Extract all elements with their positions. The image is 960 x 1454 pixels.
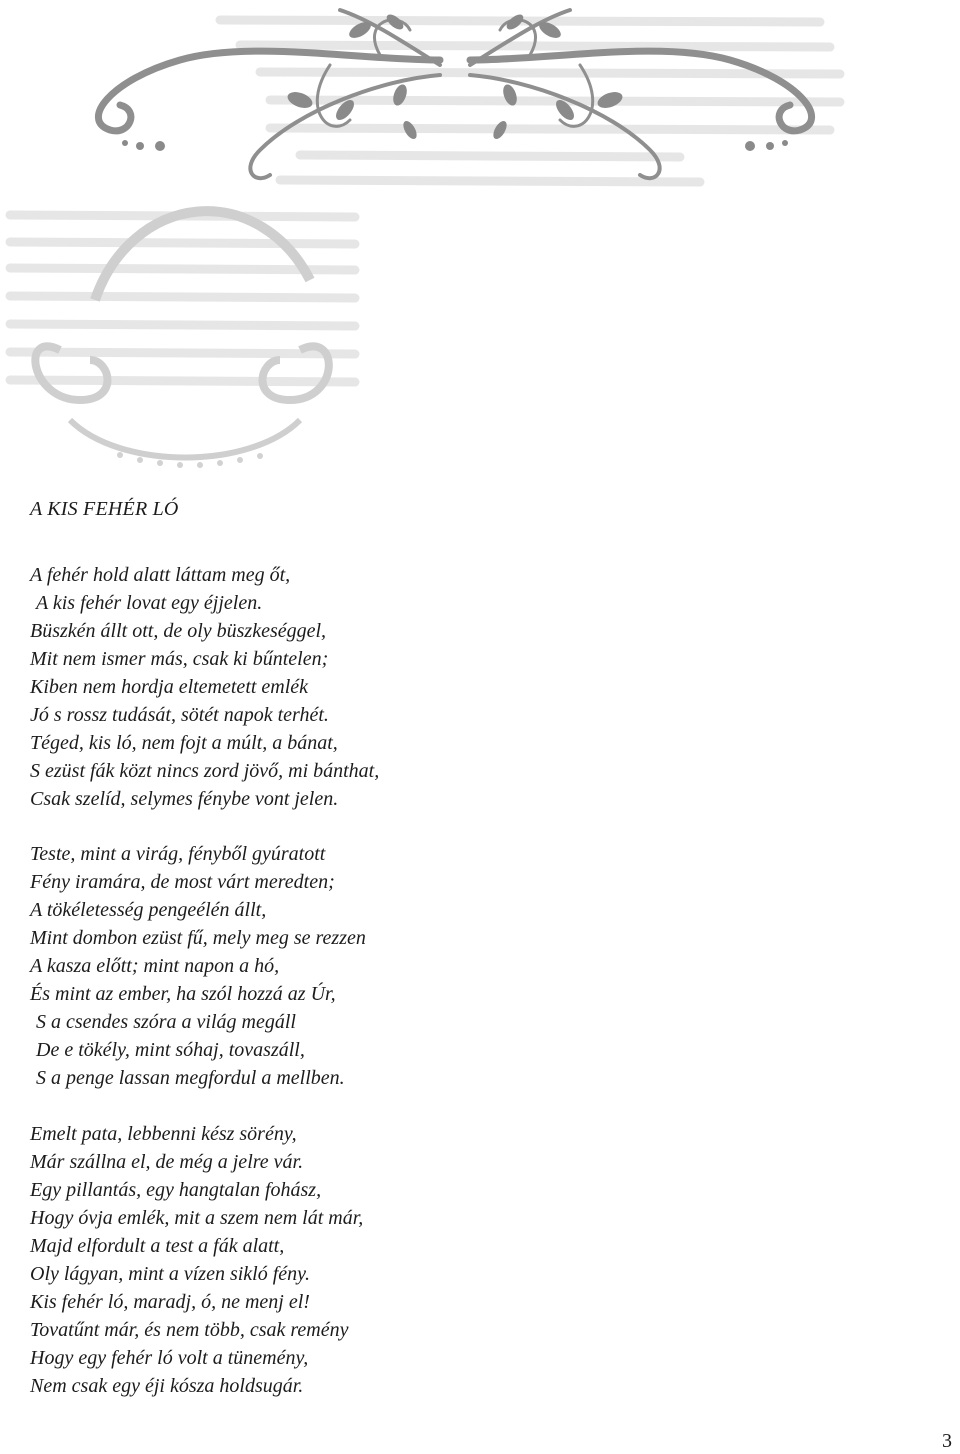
circle-frame-icon <box>35 211 329 457</box>
poem-line: Jó s rossz tudását, sötét napok terhét. <box>30 704 329 726</box>
poem-line: Teste, mint a virág, fényből gyúratott <box>30 843 326 865</box>
page-number: 3 <box>942 1430 952 1452</box>
poem-line: Már szállna el, de még a jelre vár. <box>30 1151 304 1173</box>
poem-line: És mint az ember, ha szól hozzá az Úr, <box>30 983 336 1005</box>
poem-title: A KIS FEHÉR LÓ <box>30 498 179 520</box>
poem-line: Mit nem ismer más, csak ki bűntelen; <box>30 648 329 670</box>
poem-line: Majd elfordult a test a fák alatt, <box>30 1235 285 1257</box>
poem-line: De e tökély, mint sóhaj, tovaszáll, <box>36 1039 305 1061</box>
poem-line: S a penge lassan megfordul a mellben. <box>36 1067 345 1089</box>
poem-line: Fény iramára, de most várt meredten; <box>30 871 335 893</box>
poem-line: Oly lágyan, mint a vízen sikló fény. <box>30 1263 310 1285</box>
poem-line: Mint dombon ezüst fű, mely meg se rezzen <box>30 927 366 949</box>
poem-line: A fehér hold alatt láttam meg őt, <box>30 564 291 586</box>
poem-line: Nem csak egy éji kósza holdsugár. <box>30 1375 304 1397</box>
floral-ornament-icon <box>0 0 960 480</box>
poem-line: S ezüst fák közt nincs zord jövő, mi bánthat, <box>30 760 380 782</box>
ghost-text-lines <box>10 20 840 382</box>
poem-line: Kis fehér ló, maradj, ó, ne menj el! <box>30 1291 310 1313</box>
poem-line: A tökéletesség pengeélén állt, <box>30 899 267 921</box>
poem-line: Egy pillantás, egy hangtalan fohász, <box>30 1179 322 1201</box>
stanza-1 <box>30 561 379 813</box>
stanza-2 <box>30 840 366 1092</box>
poem-line: Büszkén állt ott, de oly büszkeséggel, <box>30 620 327 642</box>
poem-line: Csak szelíd, selymes fénybe vont jelen. <box>30 788 339 810</box>
stanza-3 <box>30 1120 363 1400</box>
poem-line: Téged, kis ló, nem fojt a múlt, a bánat, <box>30 732 338 754</box>
poem-line: Tovatűnt már, és nem több, csak remény <box>30 1319 349 1341</box>
poem-line: S a csendes szóra a világ megáll <box>36 1011 296 1033</box>
poem-line: Kiben nem hordja eltemetett emlék <box>30 676 309 698</box>
poem-line: A kis fehér lovat egy éjjelen. <box>36 592 263 614</box>
poem-line: A kasza előtt; mint napon a hó, <box>30 955 280 977</box>
poem-line: Emelt pata, lebbenni kész sörény, <box>30 1123 297 1145</box>
poem-line: Hogy egy fehér ló volt a tünemény, <box>30 1347 309 1369</box>
poem-line: Hogy óvja emlék, mit a szem nem lát már, <box>30 1207 364 1229</box>
